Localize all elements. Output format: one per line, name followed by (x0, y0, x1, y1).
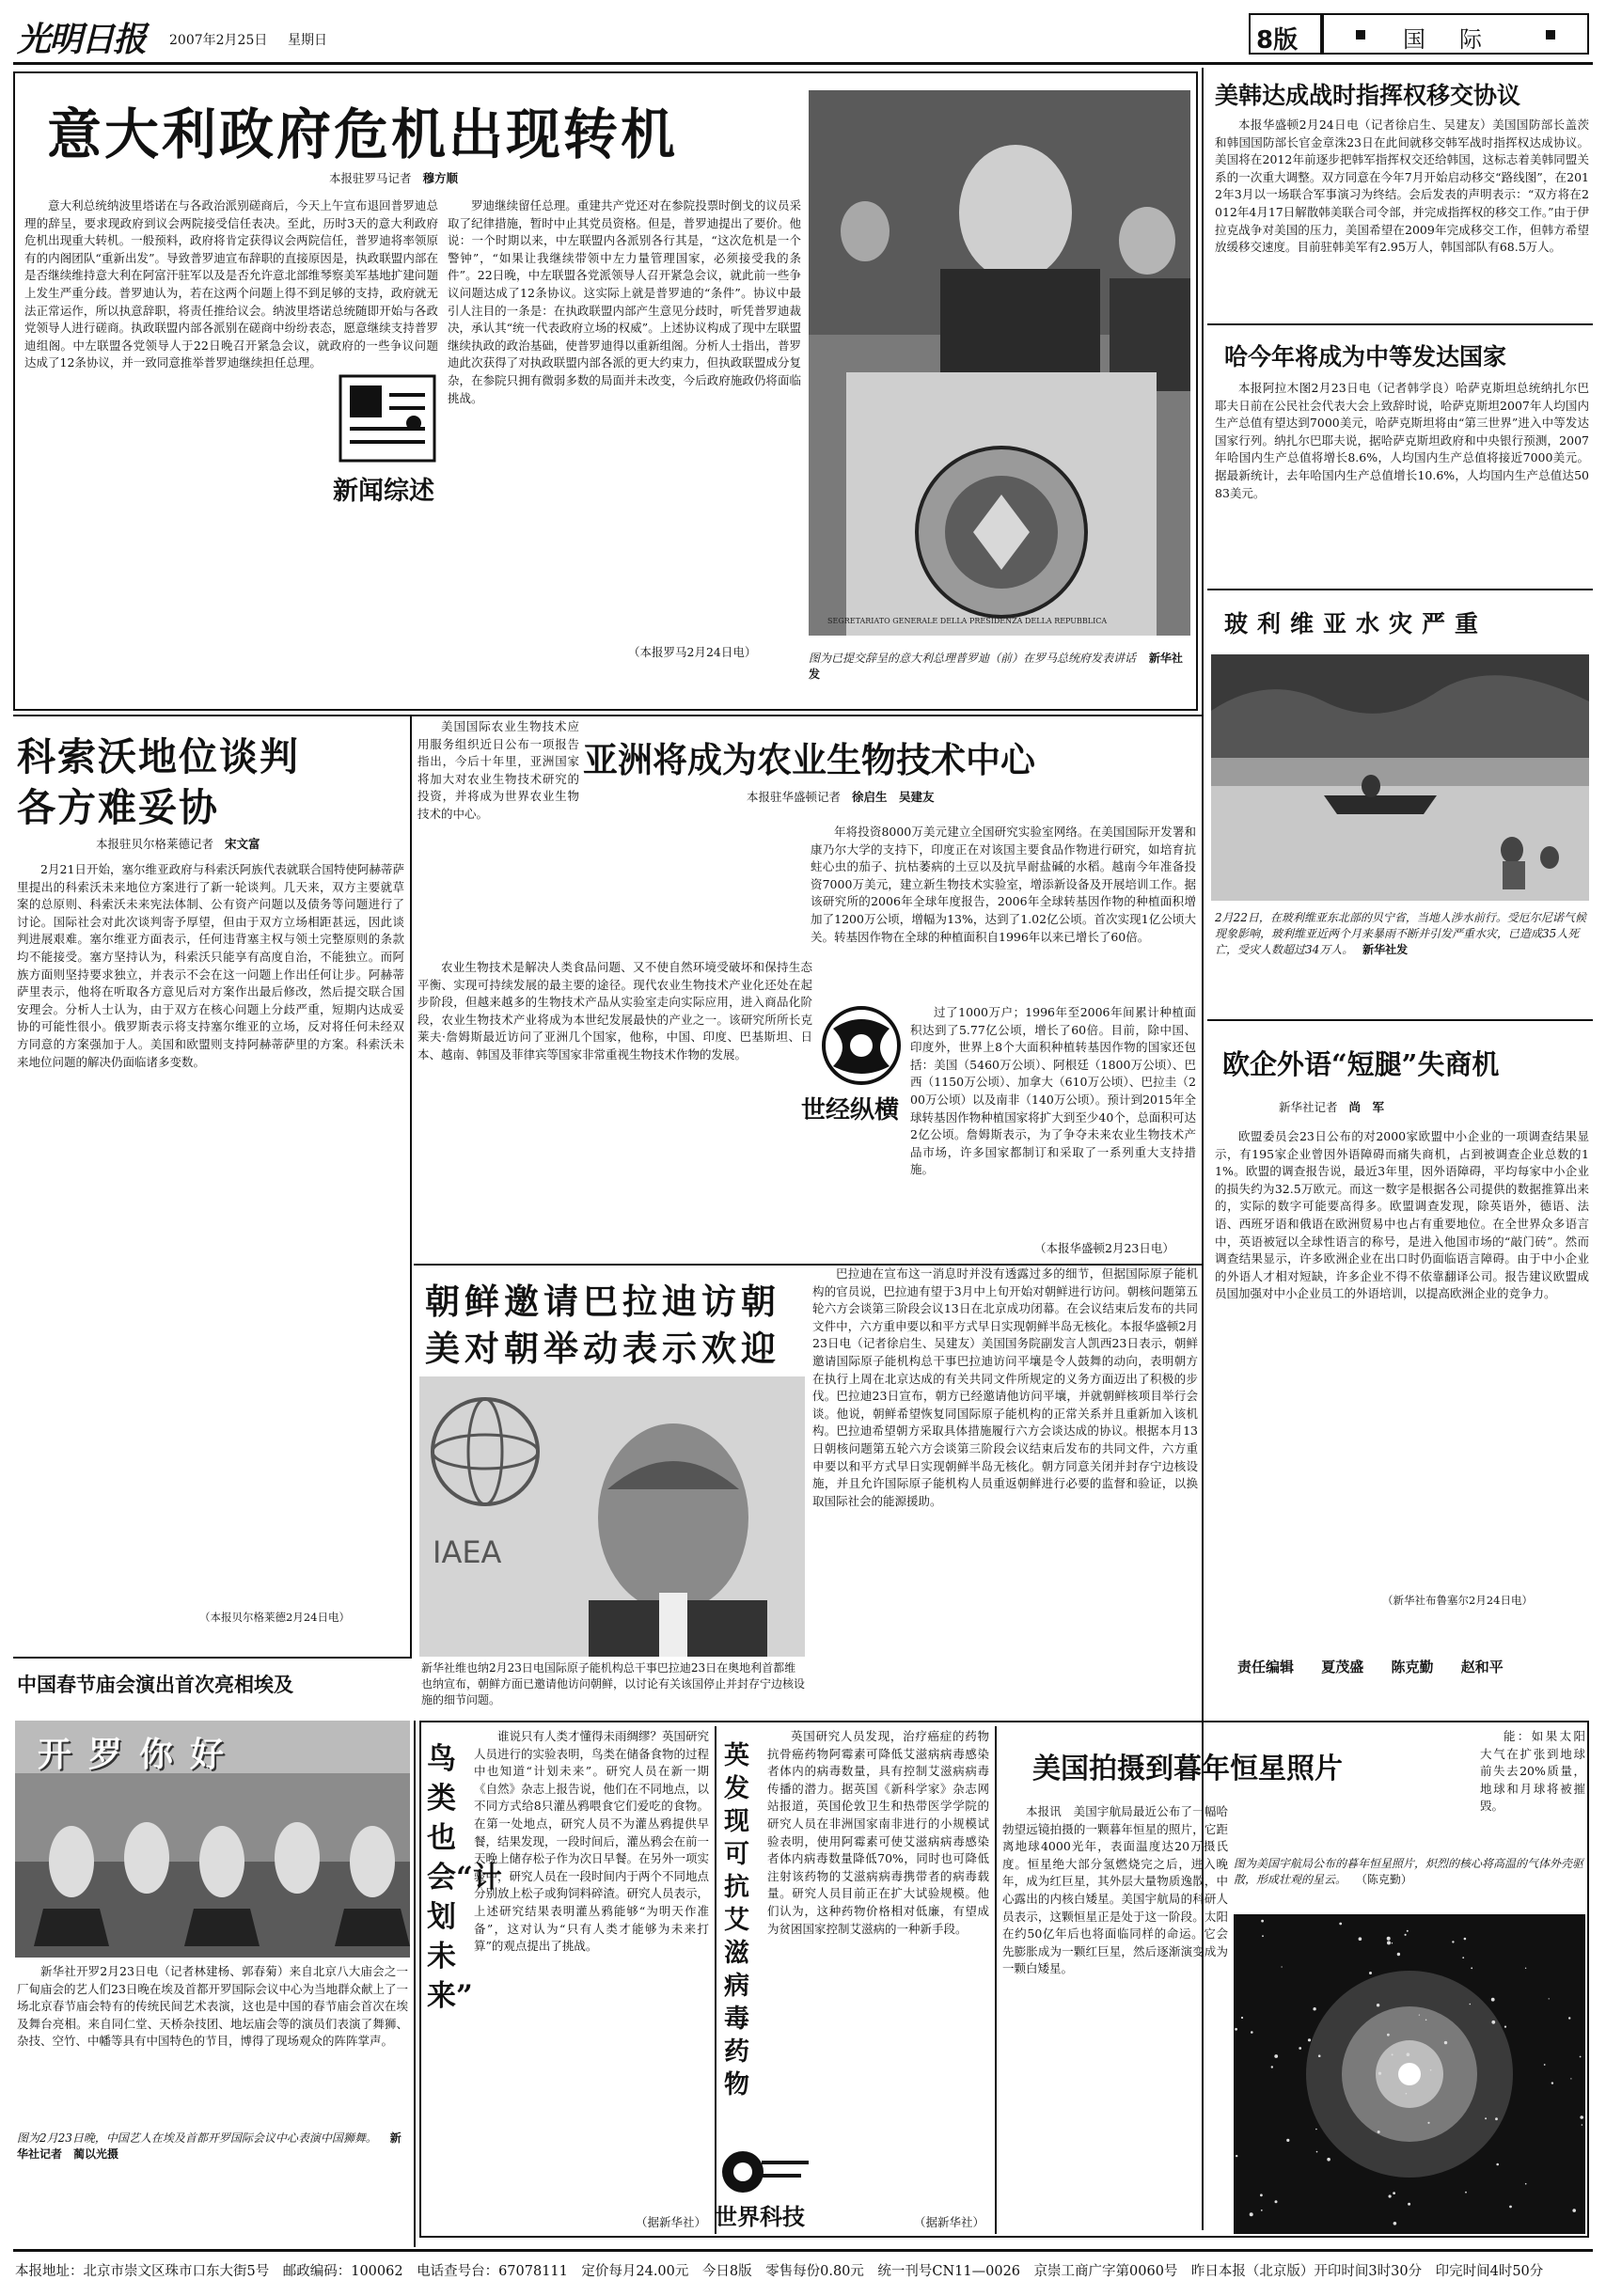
kosovo-headline-line1: 科索沃地位谈判 (17, 734, 300, 779)
italy-byline (329, 169, 458, 186)
star-speck (1471, 1967, 1472, 1969)
world-science-logo (715, 2144, 818, 2234)
world-science-icon (715, 2144, 818, 2200)
star-speck (1444, 2041, 1447, 2044)
italy-col1-text: 意大利总统纳波里塔诺在与各政治派别磋商后，今天上午宣布退回普罗迪总理的辞呈，要求现政府到议会两院接受信任表决。至此，历时3天的意大利政府危机出现重大转机。一般预料，政府将肯定获得议会两院信任，普罗迪将率领原有的内阁团队“重新出发”。导致普罗迪宣布辞职的直接原因是，执政联盟内部在是否继续维持意大利在阿富汗驻军以及是否允许意北部维琴察美军基地扩建问题上发生严重分歧。普罗迪认为，若在这两个问题上得不到足够的支持，政府就无法正常运作，所以执意辞职，将责任推给议会。纳波里塔诺总统随即开始与各政党领导人进行磋商。执政联盟内部各派别在磋商中纷纷表态，愿意继续支持普罗迪组阁。中左联盟各党领导人于22日晚召开紧急会议，就政府的一些争议问题达成了12条协议，并一致同意推举普罗迪继续担任总理。 (24, 198, 438, 370)
star-speck (1286, 2139, 1289, 2142)
section-name-box (1322, 13, 1589, 55)
star-speck (1462, 1957, 1464, 1958)
italy-photo-credit: 新华社发 (809, 652, 1183, 681)
editors (1237, 1657, 1504, 1676)
bolivia-photo-art (1211, 654, 1589, 901)
issue-date: 2007年2月25日 (169, 33, 268, 48)
star-speck (1407, 1930, 1409, 1932)
iaea-logo-text: IAEA (433, 1534, 502, 1570)
birds-source: （据新华社） (636, 2215, 707, 2229)
italy-photo-text: SEGRETARIATO GENERALE DELLA PRESIDENZA DELLA REPUBBLICA (827, 617, 1108, 625)
star-speck (1427, 2122, 1429, 2124)
rule-bolivia (1207, 1019, 1593, 1021)
star-speck (1392, 1942, 1393, 1943)
star-speck (1405, 1934, 1407, 1936)
star-speck (1261, 2210, 1263, 2211)
agri-col3 (910, 1004, 1196, 1230)
birds-headline-text: 鸟类也会“计划未来” (427, 1742, 502, 2013)
star-speck (1525, 1968, 1526, 1969)
news-review-icon (331, 367, 444, 470)
eu-lang-text: 欧盟委员会23日公布的对2000家欧盟中小企业的一项调查结果显示，有195家企业曾因外语障碍而痛失商机，占到被调查企业总数的11%。欧盟的调查报告说，最近3年里，因外语障碍，平均每家中小企业的损失约为32.5万欧元。而这一数字是根据各公司提供的数据推算出来的，实际的数字可能要高得多。欧盟调查发现，除英语外，德语、法语、西班牙语和俄语在欧洲贸易中也占有重要地位。在全世界众多语言中，英语被冠以全球性语言的称号，是进入他国市场的“敲门砖”。然而调查结果显示，许多欧洲企业在出口时仍面临语言障碍。由于中小企业的外语人才相对短缺，许多企业不得不依靠翻译公司。报告建议欧盟成员国加强对中小企业员工的外语培训，以提高欧洲企业的竞争力。 (1215, 1129, 1589, 1301)
dprk-caption (421, 1660, 805, 1713)
stars-caption-text: 图为美国宇航局公布的暮年恒星照片，炽烈的核心将高温的气体外壳驱散，形成壮观的星云。 (1234, 1857, 1584, 1886)
star-speck (1580, 2115, 1583, 2119)
italy-headline: 意大利政府危机出现转机 (47, 102, 679, 166)
star-speck (1568, 2017, 1570, 2019)
star-speck (1509, 2206, 1512, 2209)
star-speck (1387, 1937, 1391, 1941)
star-speck (1425, 2020, 1427, 2021)
italy-photo (809, 90, 1190, 636)
footer-text: 本报地址：北京市崇文区珠市口东大街5号 邮政编码：100062 电话查号台：67078111 定价每月24.00元 今日8版 零售每份0.80元 统一刊号CN11—0026 京崇工商广字第0060号 昨日本报（北京版）开印时间3时30分 印完时间4时50分 (15, 2264, 1544, 2279)
agri-col2 (811, 824, 1196, 1002)
rule-kazakh (1207, 589, 1593, 590)
star-speck (1318, 2054, 1321, 2057)
star-speck (1308, 2038, 1311, 2041)
star-speck (1339, 1923, 1342, 1926)
italy-col2 (448, 197, 801, 649)
news-review-logo (331, 367, 444, 508)
star-speck (1470, 2004, 1472, 2005)
star-speck (1464, 1938, 1467, 1941)
dprk-caption-text: 新华社维也纳2月23日电国际原子能机构总干事巴拉迪23日在奥地利首都维也纳宣布，朝鲜方面已邀请他访问朝鲜，以讨论有关该国停止并封存宁边核设施的细节问题。 (421, 1661, 805, 1706)
aids-text: 英国研究人员发现，治疗癌症的药物抗骨癌药物阿霉素可降低艾滋病病毒感染者体内的病毒数量，具有控制艾滋病病毒传播的潜力。据英国《新科学家》杂志网站报道，英国伦敦卫生和热带医学学院的研究人员在非洲国家南非进行的小规模试验表明，使用阿霉素可使艾滋病病毒感染者体内病毒数量降低70%，同时也可降低注射该药物的艾滋病病毒携带者的病毒载量。研究人员目前正在扩大试验规模。他们认为，这种药物价格相对低廉，有望成为贫困国家控制艾滋病的一种新手段。 (767, 1729, 989, 1936)
star-speck (1261, 1920, 1264, 1923)
egypt-body (17, 1963, 408, 2123)
bolivia-photo-credit: 新华社发 (1362, 943, 1409, 956)
dprk-headline-line2: 美对朝举动表示欢迎 (425, 1328, 780, 1369)
editor-1: 夏茂盛 (1321, 1659, 1364, 1675)
star-speck (1274, 2054, 1278, 2058)
aids-headline (724, 1739, 762, 2101)
section-bullet-right (1546, 30, 1555, 39)
stars-headline: 美国拍摄到暮年恒星照片 (1032, 1753, 1343, 1785)
science-divider-2 (995, 1726, 997, 2234)
dprk-body (812, 1266, 1198, 1715)
italy-caption-text: 图为已提交辞呈的意大利总理普罗迪（前）在罗马总统府发表讲话 (809, 652, 1137, 665)
dprk-headline-line1: 朝鲜邀请巴拉迪访朝 (425, 1281, 780, 1322)
stars-photo-credit: （陈克勤） (1355, 1873, 1412, 1886)
egypt-divider (414, 1721, 416, 2247)
italy-author: 穆方顺 (422, 171, 459, 185)
world-economy-icon (814, 1000, 908, 1091)
eu-lang-byline (1279, 1098, 1384, 1115)
star-speck (1397, 1953, 1400, 1956)
kosovo-divider (410, 716, 412, 1657)
dprk-text: 巴拉迪在宣布这一消息时并没有透露过多的细节，但据国际原子能机构的官员说，巴拉迪有望于3月中上旬开始对朝鲜进行访问。朝核问题第五轮六方会谈第三阶段会议13日在北京成功闭幕。在会议结束后发布的共同文件中，六方重申要以和平方式早日实现朝鲜半岛无核化。本报华盛顿2月23日电（记者徐启生、吴建友）美国国务院副发言人凯西23日表示，朝鲜邀请国际原子能机构总干事巴拉迪访问平壤是令人鼓舞的动向，表明朝方在执行上周在北京达成的有关共同文件所规定的义务方面迈出了积极的步伐。巴拉迪23日宣布，朝方已经邀请他访问平壤，并就朝鲜核项目举行会谈。他说，朝鲜希望恢复同国际原子能机构的正常关系并且重新加入该机构。巴拉迪希望朝方采取具体措施履行六方会谈达成的协议。根据本月13日朝核问题第五轮六方会谈第三阶段会议结束后发布的共同文件，六方重申要以和平方式早日实现朝鲜半岛无核化。朝方同意关闭并封存宁边核设施，并且允许国际原子能机构人员重返朝鲜进行必要的监督和验证，以换取国际社会的能源援助。 (812, 1266, 1198, 1508)
egypt-headline: 中国春节庙会演出首次亮相埃及 (17, 1673, 293, 1696)
stars-right-text: 能：如果太阳大气在扩张到地球前失去20%质量，地球和月球将被摧毁。 (1480, 1729, 1585, 1814)
star-speck (1316, 2151, 1318, 2153)
star-speck (1378, 2131, 1380, 2133)
star-speck (1551, 2082, 1553, 2084)
star-speck (1387, 2034, 1390, 2037)
page-number: 8版 (1256, 26, 1299, 55)
star-speck (1313, 2007, 1315, 2010)
italy-source: （本报罗马2月24日电） (628, 645, 757, 659)
masthead (0, 0, 1606, 62)
star-speck (1377, 2004, 1379, 2006)
star-speck (1250, 2212, 1253, 2216)
agri-col1 (417, 959, 812, 1241)
star-speck (1359, 1937, 1362, 1941)
eu-lang-body (1215, 1128, 1589, 1585)
korea-us-body (1215, 117, 1589, 320)
star-speck (1572, 2209, 1576, 2212)
star-speck (1299, 2047, 1301, 2050)
kosovo-text: 2月21日开始，塞尔维亚政府与科索沃阿族代表就联合国特使阿赫蒂萨里提出的科索沃未来地位方案进行了新一轮谈判。几天来，双方主要就草案的总原则、科索沃未来宪法体制、公有资产问题以及债务等问题进行了讨论。国际社会对此次谈判寄予厚望，但由于双方立场相距甚远，因此谈判进展艰难。塞尔维亚方面表示，任何违背塞主权与领土完整原则的条款均不能接受。塞方坚持认为，科索沃只能享有高度自治，不能独立。而阿族方面则坚持要求独立，并表示不会在这一问题上作出任何让步。阿赫蒂萨里表示，他将在听取各方意见后对方案作出最后修改，然后提交联合国安理会。分析人士认为，由于双方在核心问题上分歧严重，短期内达成妥协的可能性很小。俄罗斯表示将支持塞尔维亚的立场，反对将任何未经双方同意的方案强加于人。美国和欧盟则支持阿赫蒂萨里的方案。科索沃未来地位问题的解决仍面临诸多变数。 (17, 862, 404, 1069)
star-speck (1485, 2117, 1487, 2119)
star-speck (1430, 2069, 1432, 2071)
star-speck (1549, 1998, 1550, 1999)
eu-lang-byline-label: 新华社记者 (1279, 1100, 1338, 1114)
star-speck (1491, 1998, 1495, 2002)
star-speck (1241, 2017, 1243, 2019)
italy-col2-text: 罗迪继续留任总理。重建共产党还对在参院投票时倒戈的议员采取了纪律措施，暂时中止其党员资格。但是，普罗迪提出了要价。他说：一个时期以来，中左联盟内各派别各行其是，“这次危机是一个警钟”，“如果让我继续带领中左力量管理国家，必须接受我的条件”。22日晚，中左联盟各党派领导人召开紧急会议，就此前一些争议问题达成了12条协议。这实际上就是普罗迪的“条件”。协议中最引人注目的一条是：在执政联盟内部产生意见分歧时，听凭普罗迪裁决，承认其“统一代表政府立场的权威”。上述协议构成了现中左联盟继续执政的政治基础，使普罗迪得以重新组阁。分析人士指出，普罗迪此次获得了对执政联盟内部各派的更大约束力，但执政联盟成分复杂，在参院只拥有微弱多数的局面并未改变，今后政府施政仍将面临挑战。 (448, 198, 801, 405)
editor-2: 陈克勤 (1391, 1659, 1434, 1675)
kosovo-body (17, 861, 404, 1606)
star-speck (1419, 2015, 1420, 2016)
rule-under-italy (13, 715, 1202, 716)
star-speck (1570, 2078, 1571, 2079)
star-speck (1580, 2056, 1582, 2058)
star-speck (1392, 2053, 1393, 2055)
agri-lead-text: 美国国际农业生物技术应用服务组织近日公布一项报告指出，今后十年里，亚洲国家将加大对农业生物技术研究的投资，并将成为世界农业生物技术的中心。 (417, 719, 579, 821)
star-speck (1282, 1966, 1283, 1967)
bolivia-caption-text: 2月22日，在玻利维亚东北部的贝宁省，当地人涉水前行。受厄尔尼诺气候现象影响，玻利维亚近两个月来暴雨不断并引发严重水灾，已造成35人死亡，受灾人数超过34万人。 (1215, 911, 1586, 956)
agri-byline (747, 788, 935, 805)
page-number-box (1249, 13, 1322, 55)
star-speck (1407, 2052, 1410, 2056)
italy-caption (809, 651, 1189, 700)
editor-3: 赵和平 (1460, 1659, 1504, 1675)
korea-us-headline: 美韩达成战时指挥权移交协议 (1215, 82, 1521, 109)
aids-headline-text: 英发现可抗艾滋病毒药物 (724, 1741, 749, 2099)
kosovo-source: （本报贝尔格莱德2月24日电） (199, 1611, 350, 1624)
italy-byline-label: 本报驻罗马记者 (329, 171, 412, 185)
star-speck (1275, 2200, 1278, 2203)
star-speck (1504, 2026, 1506, 2028)
footer-rule (13, 2249, 1593, 2252)
star-speck (1236, 2155, 1237, 2157)
star-speck (1235, 2028, 1237, 2031)
star-speck (1582, 2124, 1583, 2126)
star-speck (1495, 2117, 1498, 2120)
star-speck (1408, 2203, 1410, 2206)
star-speck (1369, 1972, 1372, 1974)
star-speck (1452, 1941, 1454, 1942)
eu-lang-headline: 欧企外语“短腿”失商机 (1222, 1048, 1500, 1080)
kosovo-byline (96, 835, 260, 852)
egypt-photo (15, 1721, 410, 1958)
agri-col3-text: 过了1000万户；1996年至2006年间累计种植面积达到了5.77亿公顷，增长了60倍。目前，除中国、印度外，世界上8个大面积种植转基因作物的国家还包括：美国（5460万公顷）、阿根廷（1800万公顷）、巴西（1150万公顷）、加拿大（610万公顷）、巴拉圭（200万公顷）以及南非（140万公顷）。预计到2015年全球转基因作物种植国家将扩大到至少40个，总面积可达2亿公顷。詹姆斯表示，为了争夺未来农业生物技术产品市场，许多国家都制订和采取了一系列重大支持措施。 (910, 1005, 1196, 1177)
agri-authors: 徐启生 吴建友 (852, 790, 935, 804)
stars-right-col (1480, 1728, 1585, 1850)
bolivia-caption (1215, 910, 1589, 1014)
news-review-label: 新闻综述 (333, 477, 434, 506)
kosovo-byline-label: 本报驻贝尔格莱德记者 (96, 837, 214, 851)
masthead-rule (13, 62, 1593, 65)
star-speck (1491, 2021, 1495, 2024)
eu-lang-source: （新华社布鲁塞尔2月24日电） (1382, 1594, 1533, 1607)
star-speck (1544, 2064, 1546, 2066)
italy-photo-art (809, 90, 1190, 636)
star-speck (1525, 2183, 1527, 2185)
agri-headline: 亚洲将成为农业生物技术中心 (583, 739, 1035, 780)
star-speck (1251, 2031, 1253, 2034)
kazakh-headline: 哈今年将成为中等发达国家 (1224, 343, 1507, 370)
stars-body (1002, 1803, 1228, 2228)
issue-weekday: 星期日 (288, 33, 327, 48)
world-economy-label: 世经纵横 (801, 1096, 900, 1124)
section-name: 国 际 (1403, 26, 1488, 53)
star-speck (1271, 2066, 1273, 2068)
birds-headline (427, 1739, 502, 2016)
dprk-photo-art (419, 1376, 805, 1657)
star-speck (1406, 2093, 1408, 2095)
dprk-photo (419, 1376, 805, 1657)
eu-lang-author: 尚 军 (1348, 1100, 1385, 1114)
section-bullet-left (1356, 30, 1365, 39)
world-science-label: 世界科技 (715, 2203, 805, 2230)
stars-photo (1234, 1914, 1585, 2234)
stars-photo-art (1234, 1914, 1585, 2234)
star-speck (1327, 2158, 1330, 2162)
rule-korea (1207, 323, 1593, 325)
star-speck (1260, 2194, 1263, 2196)
star-speck (1465, 2192, 1467, 2194)
kazakh-text: 本报阿拉木图2月23日电（记者韩学良）哈萨克斯坦总统纳扎尔巴耶夫日前在公民社会代表大会上致辞时说，哈萨克斯坦2007年人均国内生产总值有望达到7000美元，哈萨克斯坦将由“第三世界”进入中等发达国家行列。纳扎尔巴耶夫说，据哈萨克斯坦政府和中央银行预测，2007年哈国内生产总值将增长8.6%，人均国内生产总值将接近7000美元。据最新统计，去年哈国内生产总值增长10.6%，人均国内生产总值达5083美元。 (1215, 381, 1589, 500)
kosovo-headline-line2: 各方难妥协 (17, 785, 219, 830)
star-speck (1496, 2163, 1499, 2166)
agri-col1-text: 农业生物技术是解决人类食品问题、又不使自然环境受破坏和保持生态平衡、实现可持续发展的最主要的途径。现代农业生物技术产业化还处在起步阶段，但越来越多的生物技术产品从实验室走向实际应用，进入商品化阶段，农业生物技术产业将成为本世纪发展最快的产业之一。该研究所所长克莱夫·詹姆斯最近访问了亚洲几个国家，他称，中国、印度、巴基斯坦、日本、越南、韩国及菲律宾等国家非常重视生物技术作物的发展。 (417, 960, 812, 1062)
kosovo-author: 宋文富 (225, 837, 260, 851)
egypt-photo-credit: 新华社记者 蔺以光摄 (17, 2131, 402, 2161)
agri-col2-text: 年将投资8000万美元建立全国研究实验室网络。在美国国际开发署和康乃尔大学的支持下，印度正在对该国主要食品作物进行研究，如培育抗蛀心虫的茄子、抗枯萎病的土豆以及抗旱耐盐碱的水稻。越南今年准备投资7000万美元，建立新生物技术实验室，增添新设备及开展培训工作。据该研究所的2006年全球年度报告，2006年全球转基因作物的种植面积增加了1200万公顷，增幅为13%，达到了1.02亿公顷。首次实现1亿公顷大关。转基因作物在全球的种植面积自1996年以来已增长了60倍。 (811, 825, 1196, 944)
egypt-caption-text: 图为2月23日晚，中国艺人在埃及首都开罗国际会议中心表演中国狮舞。 (17, 2131, 377, 2145)
bolivia-photo (1211, 654, 1589, 901)
birds-body (474, 1728, 709, 2210)
star-speck (1387, 1941, 1391, 1944)
birds-text: 谁说只有人类才懂得未雨绸缪？英国研究人员进行的实验表明，鸟类在储备食物的过程中也知道“计划未来”。研究人员在新一期《自然》杂志上报告说，他们在不同地点，以不同方式给8只灌丛鸦喂食它们爱吃的食物。在第一处地点，研究人员不为灌丛鸦提供早餐，结果发现，一段时间后，灌丛鸦会在前一天晚上储存松子作为次日早餐。在另外一项实验中，研究人员在一段时间内于两个不同地点分别放上松子或狗饲料碎渣。研究人员表示，上述研究结果表明灌丛鸦能够“为明天作准备”，这对认为“只有人类才能够为未来打算”的观点提出了挑战。 (474, 1729, 709, 1954)
agri-lead (417, 718, 579, 959)
bolivia-headline: 玻利维亚水灾严重 (1224, 610, 1488, 637)
kazakh-body (1215, 380, 1589, 583)
star-speck (1378, 2072, 1381, 2075)
star-speck (1262, 1935, 1264, 1937)
egypt-caption (17, 2131, 408, 2183)
star-speck (1315, 2129, 1317, 2131)
korea-us-text: 本报华盛顿2月24日电（记者徐启生、吴建友）美国国防部长盖茨和韩国国防部长官金章洙23日在此间就移交韩军战时指挥权达成协议。美国将在2012年前逐步把韩军指挥权交还给韩国，这标志着美韩同盟关系的一次重大调整。双方同意在今年7月开始启动移交“路线图”，在2012年3月以一场联合军事演习为终结。会后发表的声明表示：“双方将在2012年4月17日解散韩美联合司令部，并完成指挥权的移交工作。”由于伊拉克战争对美国的压力，美国希望在2009年完成移交工作，但韩方希望放缓移交速度。目前驻韩美军有2.95万人，韩国部队有68.5万人。 (1215, 118, 1589, 255)
star-speck (1393, 2222, 1397, 2225)
star-speck (1393, 2192, 1395, 2194)
aids-body (767, 1728, 989, 2210)
paper-name: 光明日报 (17, 20, 146, 59)
star-speck (1389, 2194, 1392, 2197)
stars-caption (1234, 1856, 1587, 1909)
world-economy-logo (801, 1000, 908, 1124)
agri-byline-label: 本报驻华盛顿记者 (747, 790, 842, 804)
egypt-photo-banner: 开罗你好 (38, 1735, 242, 1774)
editors-label: 责任编辑 (1237, 1659, 1295, 1675)
agri-source: （本报华盛顿2月23日电） (1034, 1241, 1174, 1255)
stars-text: 本报讯 美国宇航局最近公布了一幅哈勃望远镜拍摄的一颗暮年恒星的照片，它距离地球4000光年，表面温度达20万摄氏度。恒星绝大部分氢燃烧完之后，进入晚年，成为红巨星，其外层大量物质逸散，中心露出的内核白矮星。美国宇航局的科研人员表示，这颗恒星正是处于这一阶段。太阳在约50亿年后也将面临同样的命运。它会先膨胀成为一颗红巨星，然后逐渐演变成为一颗白矮星。 (1002, 1804, 1228, 1976)
egypt-text: 新华社开罗2月23日电（记者林建杨、郭春菊）来自北京八大庙会之一厂甸庙会的艺人们23日晚在埃及首都开罗国际会议中心为当地群众献上了一场北京春节庙会特有的传统民间艺术表演，这也是中国的春节庙会首次在埃及舞台亮相。来自同仁堂、天桥杂技团、地坛庙会等的演员们表演了舞狮、杂技、空竹、中幡等具有中国特色的节目，博得了现场观众的阵阵掌声。 (17, 1964, 408, 2049)
aids-source: （据新华社） (914, 2215, 985, 2229)
rule-egypt-top (13, 1657, 412, 1659)
